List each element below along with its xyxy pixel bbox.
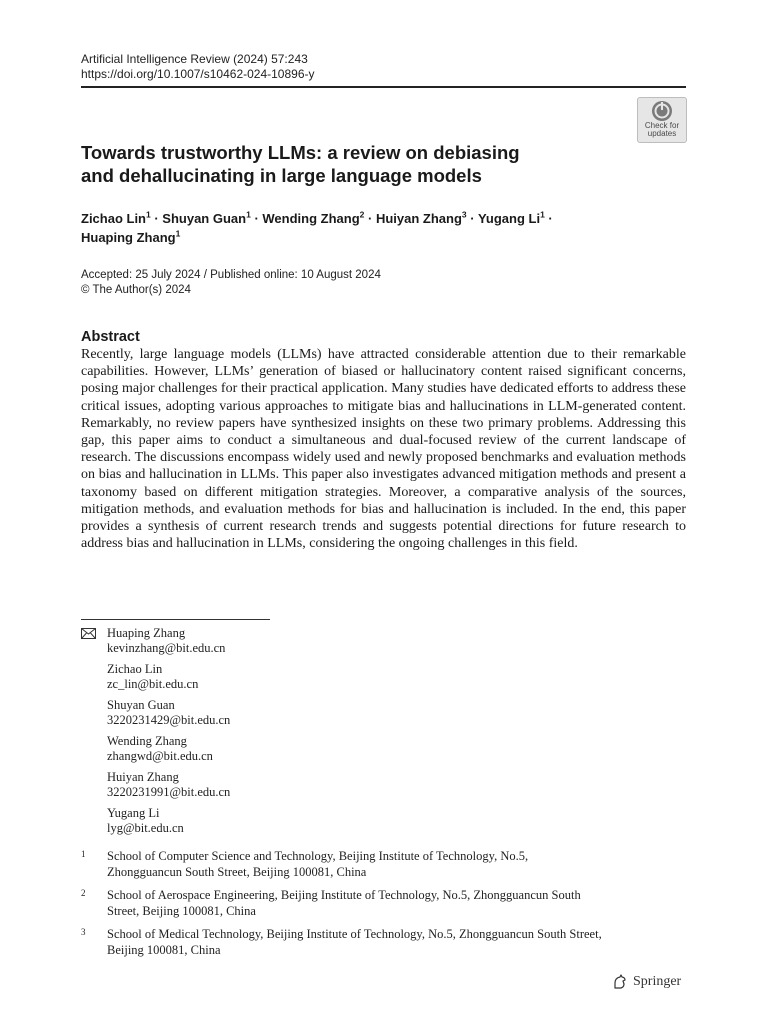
doi-link[interactable]: https://doi.org/10.1007/s10462-024-10896-y <box>81 67 315 81</box>
contact-name: Wending Zhang <box>107 734 187 748</box>
affiliation-number: 3 <box>81 927 86 937</box>
affiliation-line: Zhongguancun South Street, Beijing 100081, China <box>107 864 367 879</box>
author-separator: · <box>250 211 263 226</box>
contact-name: Zichao Lin <box>107 662 163 676</box>
author[interactable]: Shuyan Guan$^1$ <box>162 209 251 226</box>
contact-email[interactable]: 3220231429@bit.edu.cn <box>107 713 231 727</box>
contact-entry <box>107 626 230 656</box>
publisher-logo <box>612 974 681 990</box>
envelope-icon <box>81 628 96 639</box>
affiliation-line: School of Aerospace Engineering, Beijing Institute of Technology, No.5, Zhongguancun South <box>107 888 581 902</box>
copyright-notice: © The Author(s) 2024 <box>81 284 191 296</box>
contact-entry <box>107 734 230 764</box>
title-line-1: Towards trustworthy LLMs: a review on debiasing <box>81 142 520 163</box>
contact-entry <box>107 806 230 836</box>
author-separator: · <box>150 211 163 226</box>
contact-email[interactable]: zhangwd@bit.edu.cn <box>107 749 213 763</box>
contact-name: Huiyan Zhang <box>107 770 179 784</box>
contact-entry <box>107 770 230 800</box>
affiliation-number: 2 <box>81 888 86 898</box>
contact-email[interactable]: kevinzhang@bit.edu.cn <box>107 641 226 655</box>
affiliation-line: School of Medical Technology, Beijing Institute of Technology, No.5, Zhongguancun South Street, <box>107 927 602 941</box>
affiliations <box>81 849 686 966</box>
header-rule <box>81 86 686 88</box>
footnote-rule <box>81 619 270 620</box>
publisher-name: Springer <box>633 974 682 989</box>
badge-label-1: Check for <box>644 121 680 130</box>
journal-header <box>81 52 315 82</box>
paper-title <box>81 141 601 187</box>
accepted-published-date: Accepted: 25 July 2024 / Published online: 10 August 2024 <box>81 269 381 281</box>
author-list <box>81 209 641 247</box>
title-line-2: and dehallucinating in large language models <box>81 165 482 186</box>
affiliation-entry <box>81 888 686 919</box>
abstract-heading: Abstract <box>81 329 140 345</box>
affiliation-entry <box>81 927 686 958</box>
abstract-text: Recently, large language models (LLMs) have attracted considerable attention due to their remarkable capabilities. However, LLMs’ generation of biased or hallucinatory content raised significant concerns, posing major challenges for their practical application. Many studies have dedicated efforts to address these critical issues, adopting various approaches to mitigate bias and hallucinations in LLM-generated content. Remarkably, no review papers have synthesized insights on these two primary problems. Addressing this gap, this paper aims to conduct a simultaneous and dual-focused review of the current landscape of research. The discussions encompass widely used and newly proposed benchmarks and evaluation methods on bias and hallucination in LLMs. This paper also investigates advanced mitigation methods and present a taxonomy based on different mitigation strategies. Moreover, a comparative analysis of the sources, mitigation methods, and evaluation methods for bias and hallucination is included. In the end, this paper provides a synthesis of current research trends and suggests potential directions for future research to address bias and hallucination in LLMs, considering the ongoing challenges in this field. <box>81 347 686 552</box>
publication-dates <box>81 268 381 298</box>
badge-label-2: updates <box>647 129 677 138</box>
contact-email[interactable]: zc_lin@bit.edu.cn <box>107 677 199 691</box>
affiliation-line: Beijing 100081, China <box>107 942 221 957</box>
springer-horse-icon <box>612 974 628 990</box>
contact-entry <box>107 698 230 728</box>
check-for-updates-badge[interactable] <box>637 97 687 143</box>
affiliation-line: School of Computer Science and Technology, Beijing Institute of Technology, No.5, <box>107 849 529 863</box>
affiliation-line: Street, Beijing 100081, China <box>107 903 256 918</box>
author[interactable]: Yugang Li$^1$ <box>477 209 545 226</box>
author-separator: · <box>466 211 478 226</box>
contact-email[interactable]: 3220231991@bit.edu.cn <box>107 785 231 799</box>
author[interactable]: Zichao Lin$^1$ <box>81 209 151 226</box>
contact-email[interactable]: lyg@bit.edu.cn <box>107 821 184 835</box>
author[interactable]: Wending Zhang$^2$ <box>262 209 365 226</box>
affiliation-number: 1 <box>81 849 86 859</box>
author-separator: · <box>364 211 376 226</box>
author-separator: · <box>544 211 553 226</box>
check-for-updates-icon <box>651 100 673 122</box>
affiliation-entry <box>81 849 686 880</box>
contact-name: Shuyan Guan <box>107 698 175 712</box>
corresponding-contacts <box>107 626 230 842</box>
author[interactable]: Huaping Zhang$^1$ <box>81 228 181 245</box>
contact-entry <box>107 662 230 692</box>
contact-name: Huaping Zhang <box>107 626 186 640</box>
contact-name: Yugang Li <box>107 806 160 820</box>
author[interactable]: Huiyan Zhang$^3$ <box>375 209 467 226</box>
journal-citation: Artificial Intelligence Review (2024) 57:243 <box>81 52 308 66</box>
